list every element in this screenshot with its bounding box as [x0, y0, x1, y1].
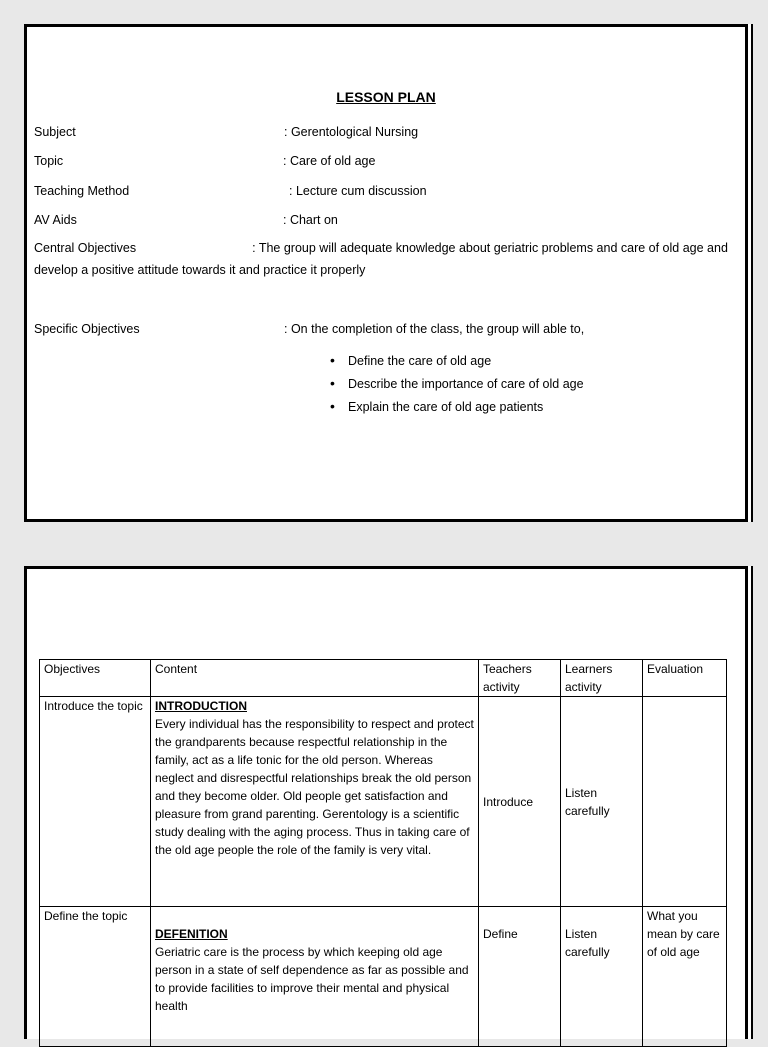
table-row — [40, 907, 727, 1047]
content-cell — [151, 697, 479, 907]
content-cell — [151, 907, 479, 1047]
central-objectives — [34, 237, 744, 281]
learner-activity-text: Listen carefully — [565, 927, 610, 959]
field-value: : The group will adequate knowledge about geriatric problems and care of old age and develop a positive attitude towards it and practice it properly — [34, 241, 728, 277]
content-body: Every individual has the responsibility to respect and protect the grandparents because respectful relationship in the family, act as a life tonic for the old person. Whereas neglect and disrespectful relationships break the old person and they become older. Old people get satisfaction and pleasure from grand parenting. Gerentology is a scientific study dealing with the aging process. Thus in taking care of the old age people the role of the family is very vital. — [155, 717, 474, 857]
evaluation-cell — [643, 697, 727, 907]
field-label: AV Aids — [34, 213, 77, 227]
lesson-plan-page-1 — [24, 24, 748, 522]
content-heading: INTRODUCTION — [155, 699, 247, 713]
column-header-learners-activity: Learners activity — [561, 660, 643, 697]
table-header-row — [40, 660, 727, 697]
list-item: • Explain the care of old age patients — [330, 395, 584, 418]
table-row — [40, 697, 727, 907]
column-header-teachers-activity: Teachers activity — [479, 660, 561, 697]
field-label: Subject — [34, 125, 76, 139]
field-label: Central Objectives — [34, 241, 137, 255]
list-item: • Describe the importance of care of old age — [330, 372, 584, 395]
learner-activity-cell — [561, 907, 643, 1047]
list-item: • Define the care of old age — [330, 349, 584, 372]
objective-cell: Define the topic — [40, 907, 151, 1047]
field-label: Teaching Method — [34, 184, 130, 198]
field-value: : On the completion of the class, the group will able to, — [284, 322, 585, 336]
field-value: : Chart on — [283, 213, 338, 227]
document-title: LESSON PLAN — [336, 89, 436, 105]
specific-objectives-list — [330, 349, 584, 418]
field-value: : Lecture cum discussion — [289, 184, 427, 198]
column-header-evaluation: Evaluation — [643, 660, 727, 697]
teacher-activity-cell — [479, 907, 561, 1047]
objective-cell: Introduce the topic — [40, 697, 151, 907]
field-label: Topic — [34, 154, 64, 168]
column-header-objectives: Objectives — [40, 660, 151, 697]
teacher-activity-text: Define — [483, 927, 518, 941]
content-body: Geriatric care is the process by which keeping old age person in a state of self dependence as far as possible and to provide facilities to improve their mental and physical health — [155, 945, 469, 1013]
teacher-activity-cell: Introduce — [479, 697, 561, 907]
evaluation-cell: What you mean by care of old age — [643, 907, 727, 1047]
lesson-plan-page-2 — [24, 566, 748, 1039]
field-value: : Care of old age — [283, 154, 376, 168]
lesson-plan-table — [39, 659, 727, 1047]
learner-activity-cell: Listen carefully — [561, 697, 643, 907]
field-label: Specific Objectives — [34, 322, 140, 336]
content-heading: DEFENITION — [155, 927, 228, 941]
field-value: : Gerentological Nursing — [284, 125, 419, 139]
column-header-content: Content — [151, 660, 479, 697]
